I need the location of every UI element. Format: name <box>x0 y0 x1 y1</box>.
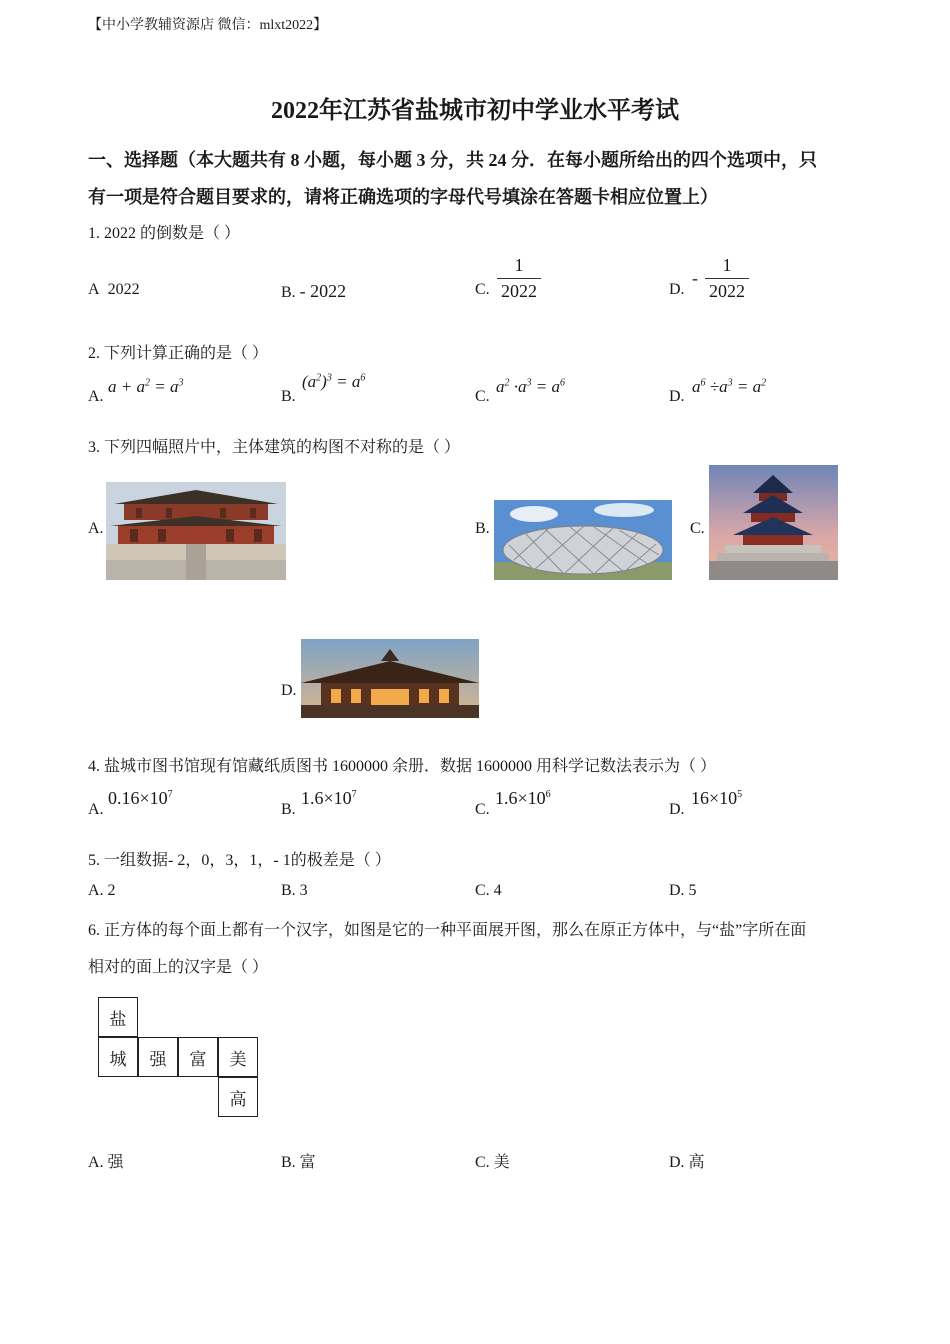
q2-a-label[interactable]: A. <box>88 388 104 405</box>
q3-stem: 3. 下列四幅照片中，主体建筑的构图不对称的是（ ） <box>88 439 461 456</box>
q2-a-expression: $a + a^2 = a^3$ <box>108 377 184 396</box>
q1-b-value: - 2022 <box>299 281 347 301</box>
q6-option-a[interactable]: A. 强 <box>88 1154 124 1171</box>
q4-d-expression <box>691 788 742 809</box>
page-title: 2022年江苏省盐城市初中学业水平考试 <box>271 98 679 124</box>
q1-c-denominator: 2022 <box>501 281 537 301</box>
q5-stem-mid: ，0，3，1， <box>185 852 274 869</box>
q1-b-label: B. <box>281 284 296 301</box>
q5-value-neg1: - 1 <box>273 852 291 869</box>
times-ten: ×10 <box>139 788 168 808</box>
q4-c-expression <box>495 788 551 809</box>
q1-option-b[interactable] <box>281 281 346 302</box>
q1-d-sign: - <box>692 268 698 288</box>
q4-d-exp: 5 <box>737 789 743 800</box>
q5-option-d[interactable]: D. 5 <box>669 882 697 899</box>
q5-option-a[interactable]: A. 2 <box>88 882 116 899</box>
net-cell-gao: 高 <box>218 1077 258 1117</box>
q4-c-exp: 6 <box>545 789 551 800</box>
q1-d-denominator: 2022 <box>709 281 745 301</box>
q5-stem-post: 的极差是（ ） <box>290 852 391 869</box>
q2-b-label[interactable]: B. <box>281 388 296 405</box>
q1-a-label: A <box>88 281 100 298</box>
q6-stem-line1: 6. 正方体的每个面上都有一个汉字，如图是它的一种平面展开图，那么在原正方体中，与“盐”字所在面 <box>88 922 807 939</box>
net-cell-cheng: 城 <box>98 1037 138 1077</box>
q5-option-c[interactable]: C. 4 <box>475 882 502 899</box>
net-cell-qiang: 强 <box>138 1037 178 1077</box>
q3-photo-birds-nest-stadium[interactable] <box>494 500 672 580</box>
q4-a-expression <box>108 788 173 809</box>
q4-c-coef: 1.6 <box>495 788 518 808</box>
q4-d-coef: 16 <box>691 788 709 808</box>
q1-c-label[interactable]: C. <box>475 281 490 298</box>
q2-c-expression: $a^2 \cdot a^3 = a^6$ <box>496 377 565 396</box>
q4-b-exp: 7 <box>351 789 357 800</box>
q1-c-fraction <box>497 255 541 302</box>
q3-photo-temple-of-heaven[interactable] <box>709 465 838 580</box>
q5-option-b[interactable]: B. 3 <box>281 882 308 899</box>
q5-value-neg2: - 2 <box>168 852 186 869</box>
q2-d-expression: $a^6 \div a^3 = a^2$ <box>692 377 767 396</box>
q1-d-fraction <box>705 255 749 302</box>
q6-stem-line2: 相对的面上的汉字是（ ） <box>88 959 269 976</box>
q3-b-label[interactable]: B. <box>475 520 490 537</box>
q3-a-label[interactable]: A. <box>88 520 104 537</box>
times-ten: ×10 <box>709 788 738 808</box>
q3-d-label[interactable]: D. <box>281 682 297 699</box>
q5-stem-pre: 5. 一组数据 <box>88 852 169 869</box>
q1-d-numerator: 1 <box>722 255 732 275</box>
q4-b-label[interactable]: B. <box>281 801 296 818</box>
q2-stem: 2. 下列计算正确的是（ ） <box>88 345 269 362</box>
q1-option-a[interactable] <box>88 281 140 299</box>
q3-c-label[interactable]: C. <box>690 520 705 537</box>
q1-a-value: 2022 <box>107 281 140 298</box>
q4-stem: 4. 盐城市图书馆现有馆藏纸质图书 1600000 余册．数据 1600000 用科学记数法表示为（ ） <box>88 758 717 775</box>
q4-a-coef: 0.16 <box>108 788 140 808</box>
q4-a-label[interactable]: A. <box>88 801 104 818</box>
net-cell-fu: 富 <box>178 1037 218 1077</box>
fraction-bar <box>705 278 749 279</box>
q4-c-label[interactable]: C. <box>475 801 490 818</box>
header-note: 【中小学教辅资源店 微信：mlxt2022】 <box>88 18 328 33</box>
q1-c-numerator: 1 <box>514 255 524 275</box>
q6-option-d[interactable]: D. 高 <box>669 1154 705 1171</box>
q4-b-expression <box>301 788 357 809</box>
q3-photo-palace[interactable] <box>106 482 286 580</box>
q4-d-label[interactable]: D. <box>669 801 685 818</box>
q1-d-label[interactable]: D. <box>669 281 685 298</box>
q2-c-label[interactable]: C. <box>475 388 490 405</box>
q1-stem: 1. 2022 的倒数是（ ） <box>88 225 241 242</box>
section-heading-line2: 有一项是符合题目要求的，请将正确选项的字母代号填涂在答题卡相应位置上） <box>88 187 718 207</box>
fraction-bar <box>497 278 541 279</box>
times-ten: ×10 <box>323 788 352 808</box>
q2-d-label[interactable]: D. <box>669 388 685 405</box>
net-cell-yan: 盐 <box>98 997 138 1037</box>
q4-a-exp: 7 <box>167 789 173 800</box>
times-ten: ×10 <box>517 788 546 808</box>
q6-option-b[interactable]: B. 富 <box>281 1154 316 1171</box>
q5-stem <box>88 847 391 870</box>
net-cell-mei: 美 <box>218 1037 258 1077</box>
q3-photo-pavilion[interactable] <box>301 639 479 718</box>
q2-b-expression: $(a^2)^3 = a^6$ <box>302 372 366 391</box>
q4-b-coef: 1.6 <box>301 788 324 808</box>
q6-option-c[interactable]: C. 美 <box>475 1154 510 1171</box>
section-heading-line1: 一、选择题（本大题共有 8 小题，每小题 3 分，共 24 分．在每小题所给出的四个选项中，只 <box>88 150 817 170</box>
